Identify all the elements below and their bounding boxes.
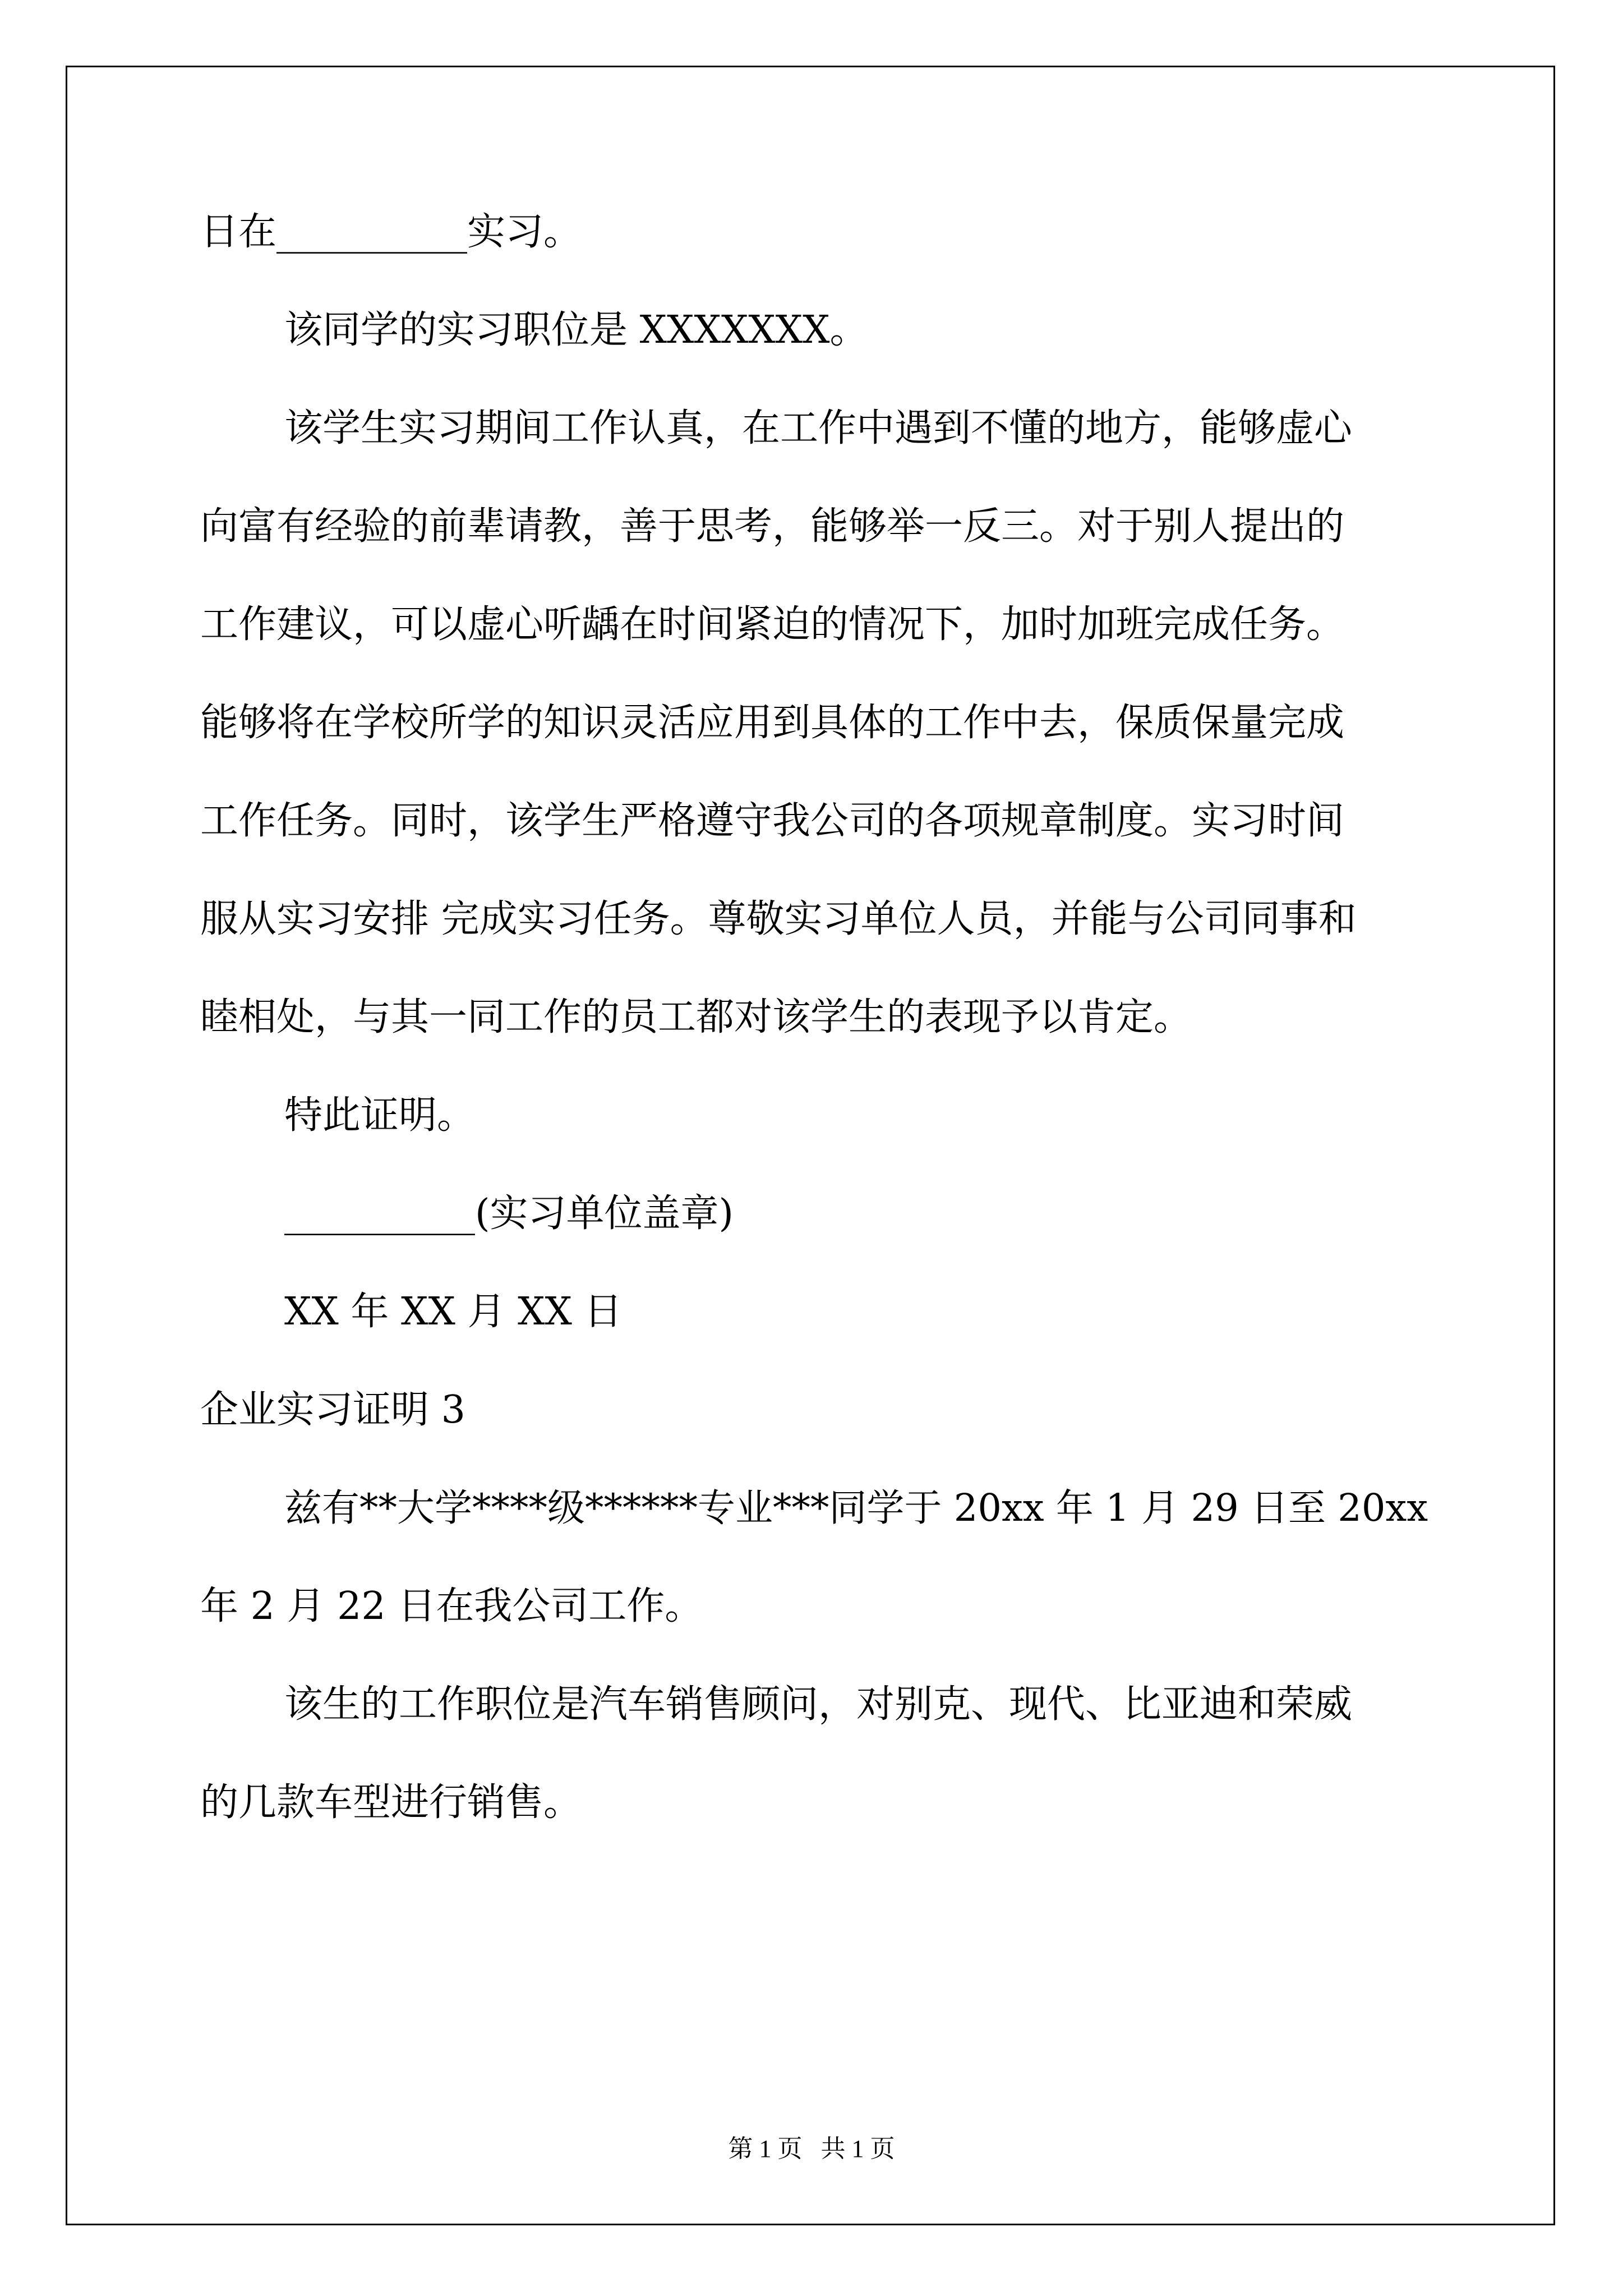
text-line-4: 向富有经验的前辈请教，善于思考，能够举一反三。对于别人提出的 — [200, 504, 1345, 549]
section-heading: 企业实习证明 3 — [200, 1388, 465, 1432]
text-line-17: 的几款车型进行销售。 — [200, 1780, 582, 1825]
text-line-1: 日在__________实习。 — [200, 210, 582, 254]
text-line-6: 能够将在学校所学的知识灵活应用到具体的工作中去，保质保量完成 — [200, 701, 1345, 745]
text-line-10: 特此证明。 — [284, 1093, 476, 1138]
text-line-3: 该学生实习期间工作认真，在工作中遇到不懂的地方，能够虚心 — [284, 406, 1353, 450]
text-line-14: 兹有**大学****级******专业***同学于 20xx 年 1 月 29 日至 20xx — [284, 1486, 1428, 1530]
page-frame — [66, 66, 1555, 2225]
text-line-8: 服从实习安排 完成实习任务。尊敬实习单位人员，并能与公司同事和 — [200, 897, 1357, 941]
text-line-12: XX 年 XX 月 XX 日 — [284, 1290, 623, 1334]
text-line-16: 该生的工作职位是汽车销售顾问，对别克、现代、比亚迪和荣威 — [284, 1682, 1353, 1727]
page-footer: 第 1 页 共 1 页 — [728, 2135, 895, 2162]
text-line-7: 工作任务。同时，该学生严格遵守我公司的各项规章制度。实习时间 — [200, 799, 1345, 843]
text-line-2: 该同学的实习职位是 XXXXXXX。 — [284, 308, 868, 352]
text-line-11: __________(实习单位盖章) — [284, 1191, 734, 1236]
text-line-9: 睦相处，与其一同工作的员工都对该学生的表现予以肯定。 — [200, 995, 1192, 1039]
text-line-5: 工作建议，可以虚心听龋在时间紧迫的情况下，加时加班完成任务。 — [200, 602, 1345, 647]
text-line-15: 年 2 月 22 日在我公司工作。 — [200, 1584, 703, 1628]
